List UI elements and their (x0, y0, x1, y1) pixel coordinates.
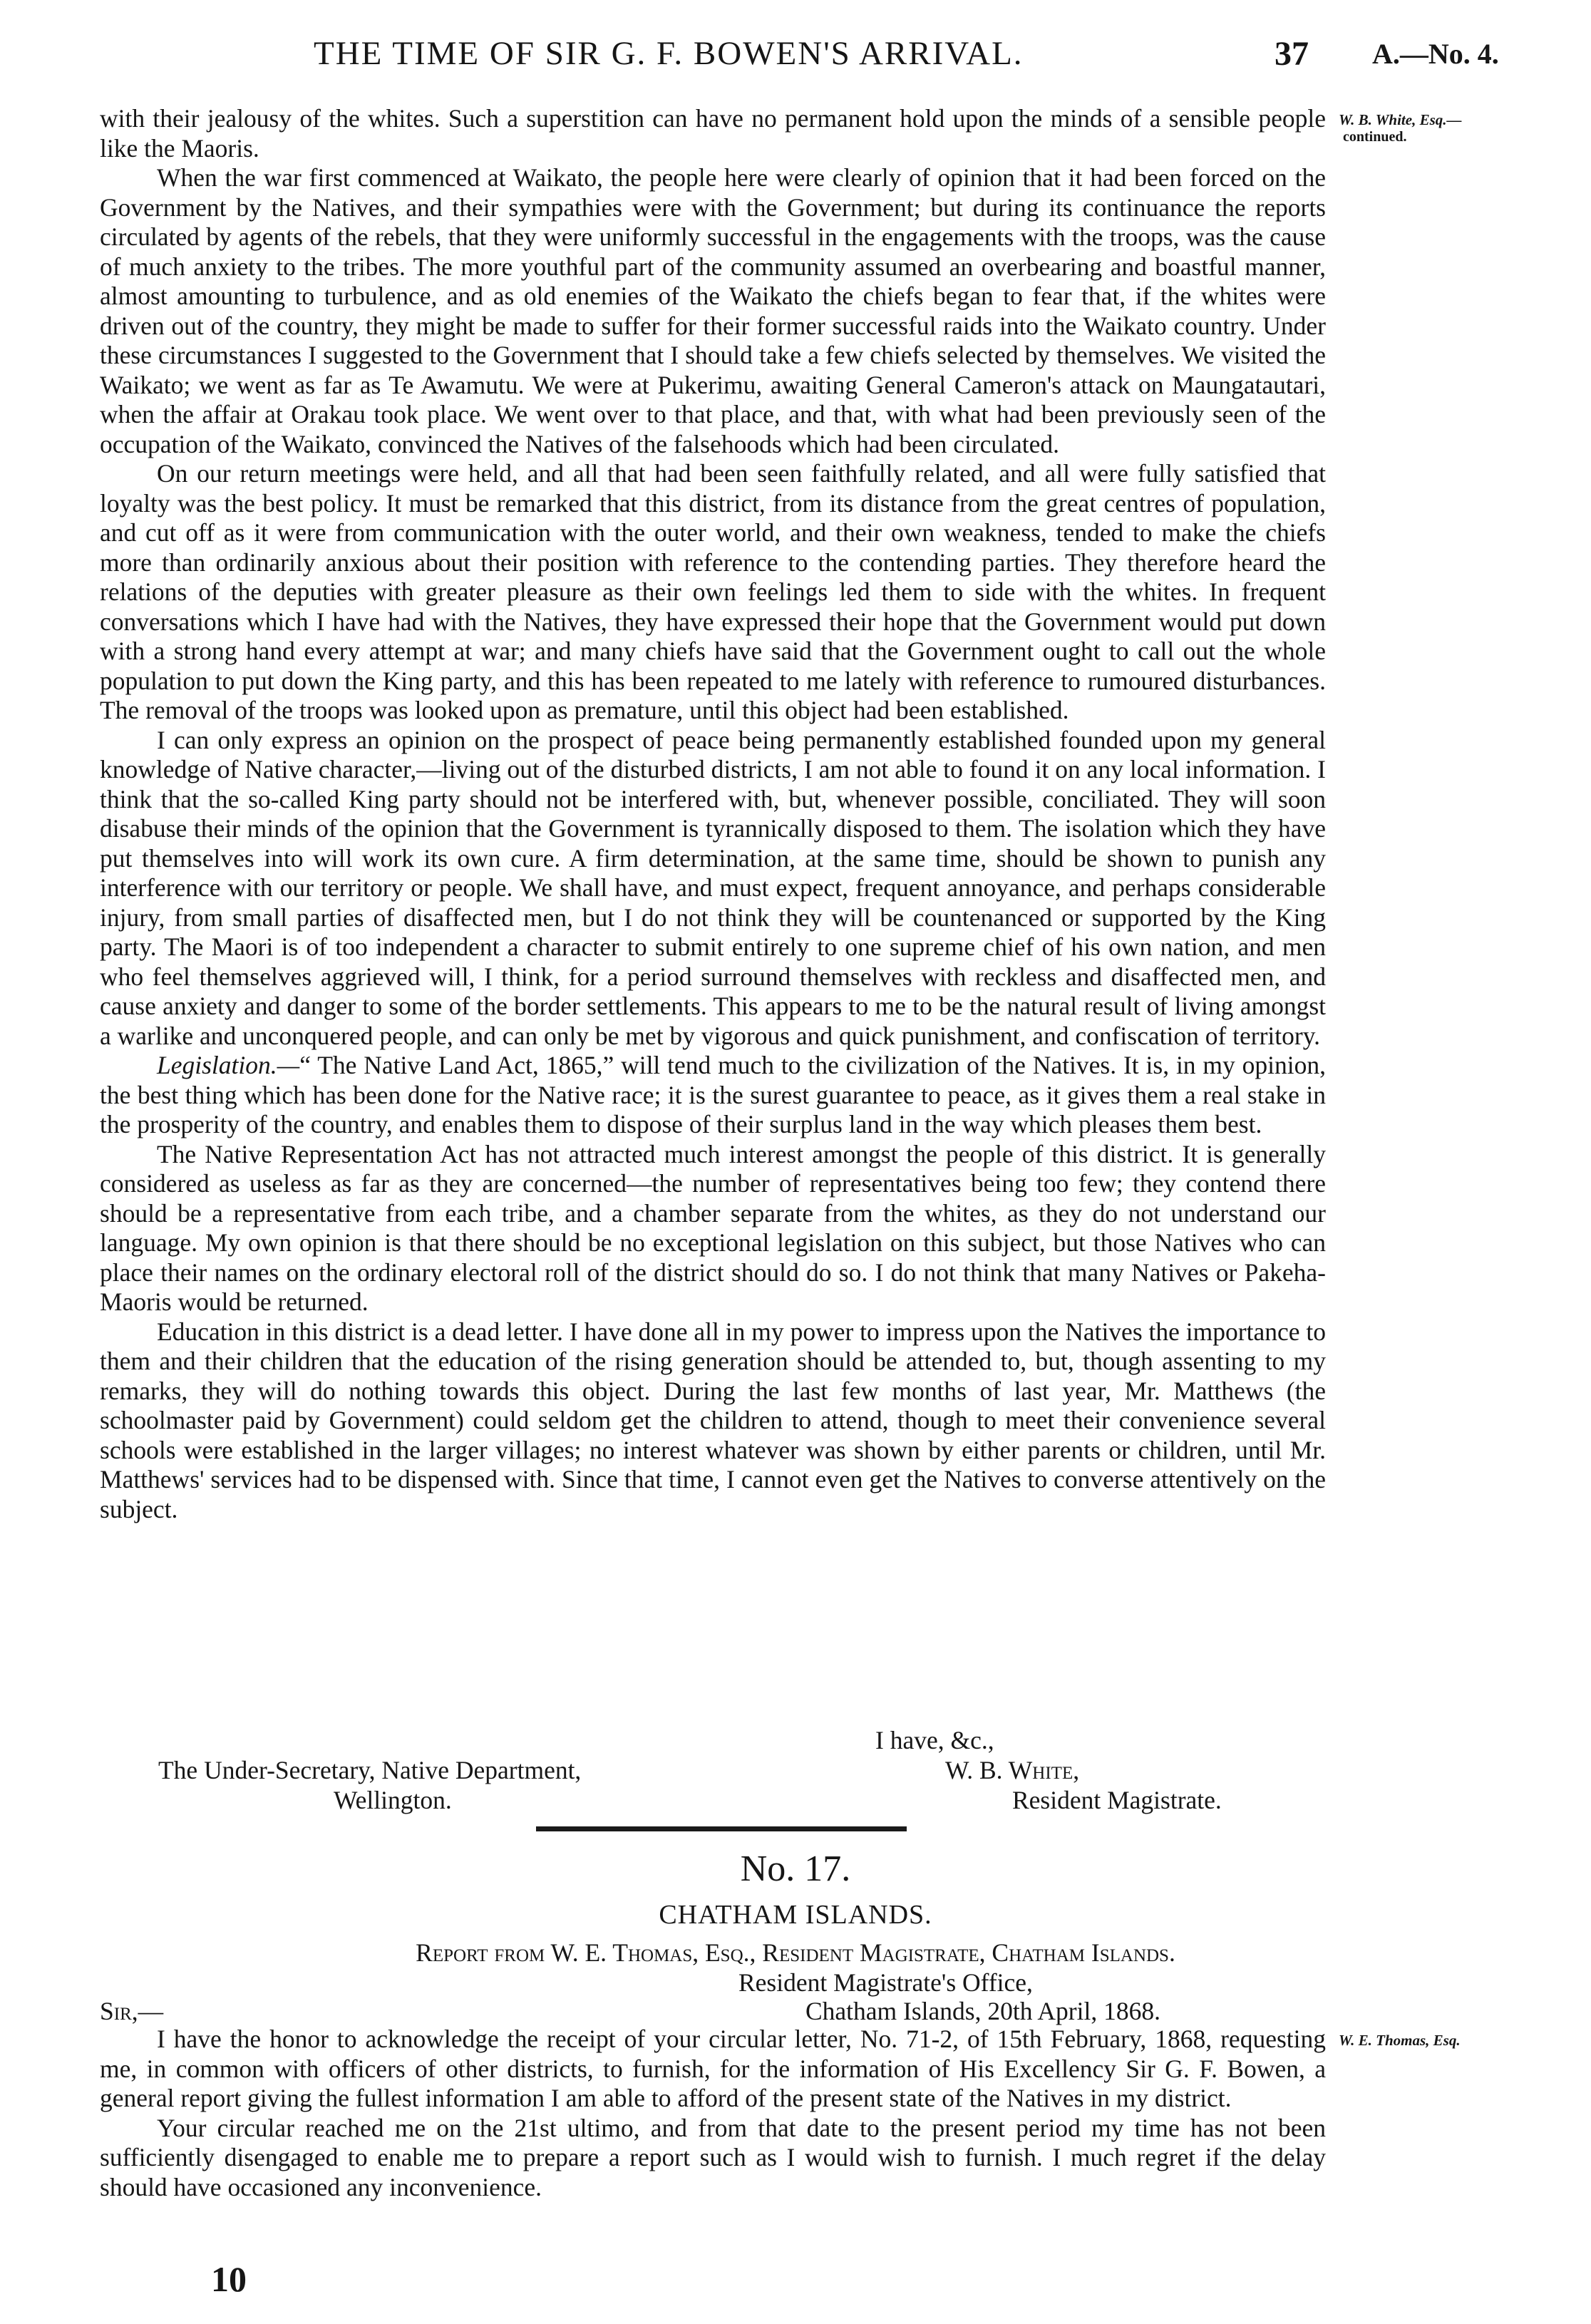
margin-note-continued: continued. (1343, 129, 1407, 145)
running-header (0, 34, 1591, 77)
report-title: Report from W. E. Thomas, Esq., Resident Magistrate, Chatham Islands. (416, 1938, 1175, 1967)
paragraph: Your circular reached me on the 21st ultimo, and from that date to the present period my time has not been sufficiently disengaged to enable me to prepare a report such as I would wish to furnish. I much regret if the delay should have occasioned any inconvenience. (100, 2113, 1326, 2201)
document-reference: A.—No. 4. (1372, 38, 1499, 70)
letter-thomas-body (100, 2025, 1326, 2202)
paragraph: When the war first commenced at Waikato, the people here were clearly of opinion that it had been forced on the Government by the Natives, and their sympathies were with the Government; but during its continuance the reports circulated by agents of the rebels, that they were uniformly successful in the engagements with the troops, was the cause of much anxiety to the tribes. The more youthful part of the community assumed an overbearing and boastful manner, almost amounting to turbulence, and as old enemies of the Waikato the chiefs began to fear that, if the whites were driven out of the country, they might be made to suffer for their former successful raids into the Waikato country. Under these circumstances I suggested to the Government that I should take a few chiefs selected by themselves. We visited the Waikato; we went as far as Te Awamutu. We were at Pukerimu, awaiting General Cameron's attack on Maungatautari, when the affair at Orakau took place. We went over to that place, and that, with what had been previously seen of the occupation of the Waikato, convinced the Natives of the falsehoods which had been circulated. (100, 163, 1326, 458)
section-heading: CHATHAM ISLANDS. (659, 1900, 932, 1930)
addressee: The Under-Secretary, Native Department, (158, 1756, 582, 1784)
margin-note-thomas: W. E. Thomas, Esq. (1339, 2032, 1461, 2049)
paragraph: I can only express an opinion on the prospect of peace being permanently established founded upon my general knowledge of Native character,—living out of the disturbed districts, I am not able to found it on any local information. I think that the so-called King party should not be interfered with, but, whenever possible, conciliated. They will soon disabuse their minds of the opinion that the Government is tyrannically disposed to them. The isolation which they have put themselves into will work its own cure. A firm determination, at the same time, should be shown to punish any interference with our territory or people. We shall have, and must expect, frequent annoyance, and perhaps considerable injury, from small parties of disaffected men, but I do not think they will be countenanced or supported by the King party. The Maori is of too independent a character to submit entirely to one supreme chief of his own nation, and men who feel themselves aggrieved will, I think, for a period surround themselves with reckless and disaffected men, and cause anxiety and danger to some of the border settlements. This appears to me to be the natural result of living amongst a warlike and unconquered people, and can only be met by vigorous and quick punishment, and confiscation of territory. (100, 725, 1326, 1050)
page-number: 37 (1275, 35, 1309, 73)
margin-note-white (1339, 111, 1462, 145)
paragraph: The Native Representation Act has not attracted much interest amongst the people of this district. It is generally considered as useless as far as they are concerned—the number of representatives being too few; they contend there should be a representative from each tribe, and a chamber separate from the whites, as they do not understand our language. My own opinion is that there should be no exceptional legislation on this subject, but those Natives who can place their names on the ordinary electoral roll of the district should do so. I do not think that many Natives or Pakeha-Maoris would be returned. (100, 1139, 1326, 1316)
section-divider (536, 1826, 907, 1831)
office-line: Resident Magistrate's Office, (738, 1968, 1033, 1997)
paragraph: with their jealousy of the whites. Such a superstition can have no permanent hold upon the minds of a sensible people like the Maoris. (100, 104, 1326, 163)
margin-note-white-name: W. B. White, Esq.— (1339, 111, 1462, 128)
date-line: Chatham Islands, 20th April, 1868. (805, 1997, 1160, 2025)
header-title: THE TIME OF SIR G. F. BOWEN'S ARRIVAL. (314, 35, 1024, 72)
paragraph: On our return meetings were held, and all that had been seen faithfully related, and all were fully satisfied that loyalty was the best policy. It must be remarked that this district, from its distance from the great centres of population, and cut off as it were from communication with the outer world, and their own weakness, tended to make the chiefs more than ordinarily anxious about their position with reference to the contending parties. They therefore heard the relations of the deputies with greater pleasure as their own feelings led them to side with the whites. In frequent conversations which I have had with the Natives, they have expressed their hope that the Government would put down with a strong hand every attempt at war; and many chiefs have said that the Government ought to call out the whole population to put down the King party, and this has been repeated to me lately with reference to rumoured disturbances. The removal of the troops was looked upon as premature, until this object had been established. (100, 459, 1326, 724)
paragraph: Education in this district is a dead letter. I have done all in my power to impress upon the Natives the importance to them and their children that the education of the rising generation should be attended to, but, though assenting to my remarks, they will do nothing towards this object. During the last few months of last year, Mr. Matthews (the schoolmaster paid by Government) could seldom get the children to attend, though to meet their convenience several schools were established in the larger villages; no interest whatever was shown by either parents or children, until Mr. Matthews' services had to be dispensed with. Since that time, I cannot even get the Natives to converse attentively on the subject. (100, 1317, 1326, 1523)
section-number: No. 17. (740, 1849, 851, 1889)
closing-phrase: I have, &c., (875, 1726, 994, 1754)
folio-number: 10 (211, 2259, 247, 2299)
paragraph-legislation (100, 1051, 1326, 1140)
paragraph-text: “ The Native Land Act, 1865,” will tend much to the civilization of the Natives. It is, in my opinion, the best thing which has been done for the Native race; it is the surest guarantee to peace, as it gives them a real stake in the prosperity of the country, and enables them to dispose of their surplus land in the way which pleases them best. (100, 1051, 1326, 1138)
signatory-name: W. B. White, (945, 1756, 1080, 1784)
addressee-place: Wellington. (334, 1786, 452, 1814)
letter-white-body (100, 104, 1326, 1524)
paragraph: I have the honor to acknowledge the receipt of your circular letter, No. 71-2, of 15th February, 1868, requesting me, in common with officers of other districts, to furnish, for the information of His Excellency Sir G. F. Bowen, a general report giving the fullest information I am able to afford of the present state of the Natives in my district. (100, 2025, 1326, 2112)
salutation: Sir,— (100, 1997, 164, 2025)
paragraph-lead: Legislation.— (157, 1051, 300, 1079)
signatory-title: Resident Magistrate. (1012, 1786, 1222, 1814)
